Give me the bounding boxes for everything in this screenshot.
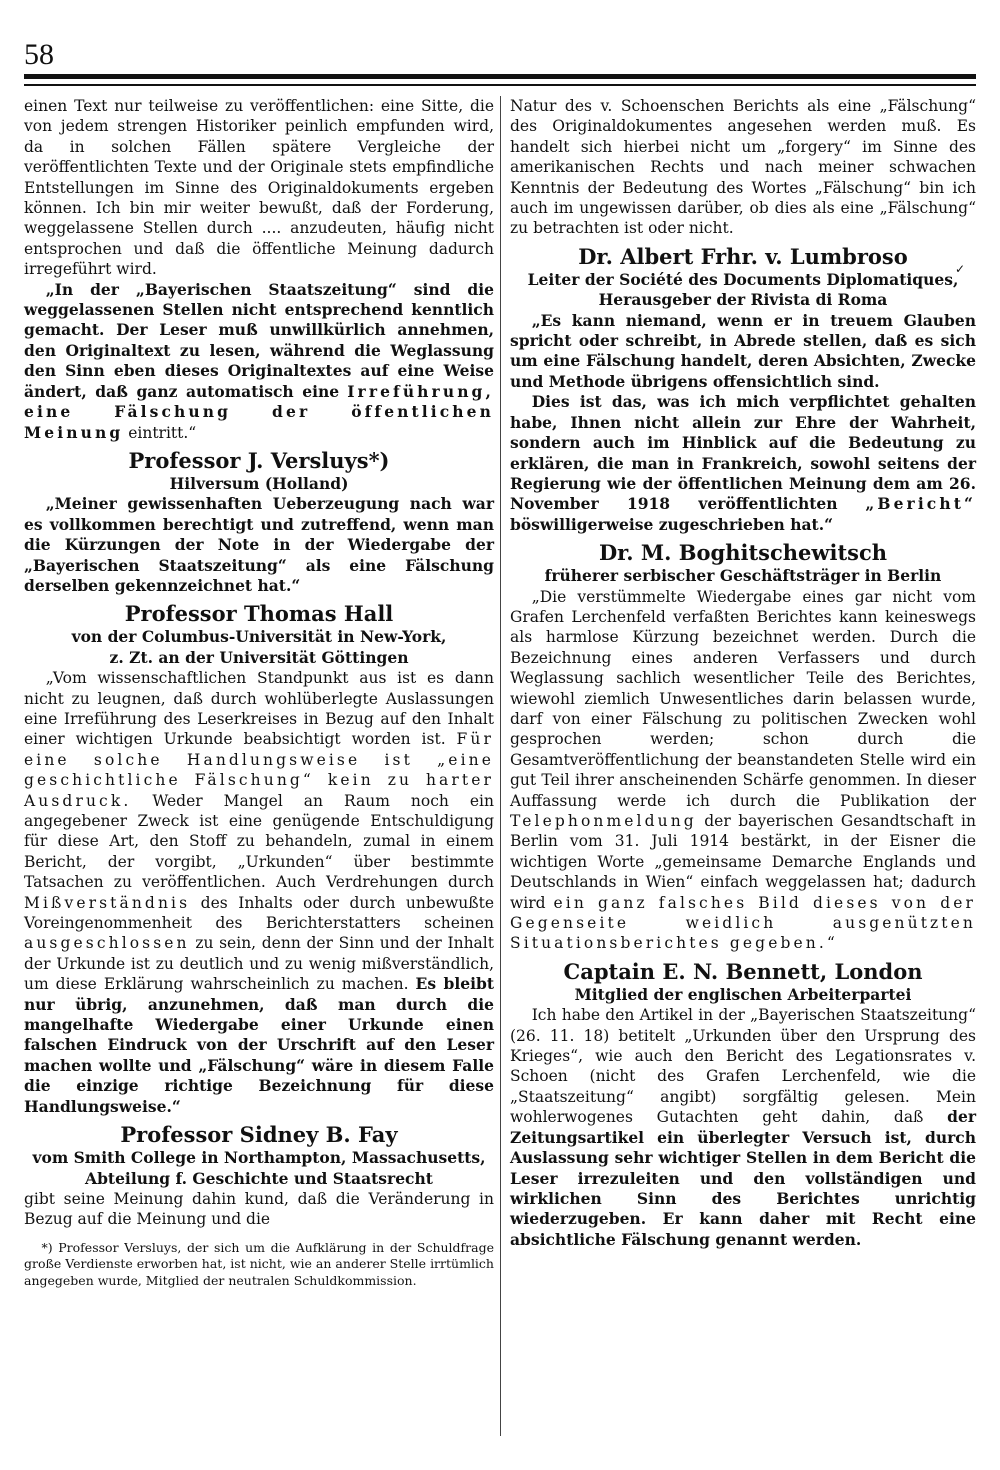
header-rule-thin xyxy=(24,84,976,86)
header-rule-thick xyxy=(24,74,976,79)
stray-mark: ✓ xyxy=(955,262,966,276)
spaced-emphasis: Mißverständnis xyxy=(24,893,191,912)
section-subheading: vom Smith College in Northampton, Massachusetts, Abteilung f. Geschichte und Staatsrecht xyxy=(32,1148,486,1188)
paragraph: einen Text nur teilweise zu veröffentlichen: eine Sitte, die von jedem strengen Historiker peinlich empfunden wird, da in solchen Fällen spätere Vergleiche der veröffentlichten Texte und der Originale stets empfindliche Entstellungen im Sinne des Originaldokuments ergeben können. Ich bin mir weiter bewußt, daß der Forderung, weggelassene Stellen durch .... anzudeuten, häufig nicht entsprochen und daß die öffentliche Meinung dadurch irregeführt wird. xyxy=(24,97,494,279)
column-divider xyxy=(500,96,501,1436)
quote-paragraph xyxy=(24,280,494,443)
quote-paragraph: „Meiner gewissenhaften Ueberzeugung nach war es vollkommen berechtigt und zutreffend, wenn man die Kürzungen der Note in der Wiedergabe der „Bayerischen Staatszeitung“ als eine Fälschung derselben gekennzeichnet hat.“ xyxy=(24,494,494,595)
quote-bold-text: „In der „Bayerischen Staatszeitung“ sind die weggelassenen Stellen nicht entsprechend kenntlich gemacht. Der Leser muß unwillkürlich annehmen, den Originaltext zu lesen, während die Weglassung den Sinn eben dieses Originaltextes auf eine Weise ändert, daß ganz automatisch eine xyxy=(24,279,494,401)
spaced-emphasis: „Bericht“ xyxy=(865,494,976,514)
section-subheading: Hilversum (Holland) xyxy=(169,473,349,493)
spaced-emphasis: Irreführung, eine Fälschung der öffentlichen Meinung xyxy=(24,381,494,442)
paragraph: Natur des v. Schoenschen Berichts als eine „Fälschung“ des Originaldokumentes angesehen werden muß. Es handelt sich hierbei nicht um „forgery“ im Sinne des amerikanischen Rechts und nach meiner schwachen Kenntnis der Bedeutung des Wortes „Fälschung“ bin ich auch im ungewissen darüber, ob dies als eine „Fälschung“ zu betrachten ist oder nicht. xyxy=(510,97,976,238)
section-heading: Captain E. N. Bennett, London xyxy=(563,958,923,984)
section-subheading: Leiter der Société des Documents Diplomatiques, Herausgeber der Rivista di Roma xyxy=(527,269,959,310)
quote-text: der bayerischen Gesandtschaft in Berlin vom 31. Juli 1914 bestärkt, in der Eisner die wichtigen Worte „gemeinsame Demarche Englands und Deutschlands in Wien“ einfach weggelassen hat; dadurch wird xyxy=(510,812,976,912)
page-number: 58 xyxy=(24,38,54,71)
quote-text: zu sein, denn der Sinn und der Inhalt der Urkunde ist zu deutlich und zu wenig mißverständlich, um diese Erklärung wahrscheinlich zu machen. xyxy=(24,934,494,994)
paragraph-text: Ich habe den Artikel in der „Bayerischen Staatszeitung“ (26. 11. 18) betitelt „Urkunden über den Ursprung des Krieges“, wie auch den Bericht des Legationsrates v. Schoen (nicht des Grafen Lerchenfeld, wie die „Staatszeitung“ angibt) sorgfältig gelesen. Mein wohlerwogenes Gutachten geht dahin, daß xyxy=(510,1006,976,1127)
quote-end: “ xyxy=(826,934,835,953)
section-heading: Dr. Albert Frhr. v. Lumbroso xyxy=(578,243,908,269)
quote-paragraph: „Es kann niemand, wenn er in treuem Glauben spricht oder schreibt, in Abrede stellen, daß es sich um eine Fälschung handelt, deren Absichten, Zwecke und Methode übrigens offensichtlich sind. xyxy=(510,310,976,391)
quote-text: Weder Mangel an Raum noch ein angegebener Zweck ist eine genügende Entschuldigung für diese Art, den Stoff zu behandeln, zumal in einem Bericht, der vorgibt, „Urkunden“ über bestimmte Tatsachen zu veröffentlichen. Auch Verdrehungen durch xyxy=(24,791,494,892)
section-heading: Professor J. Versluys*) xyxy=(128,447,390,473)
quote-bold-text: böswilligerweise zugeschrieben hat.“ xyxy=(510,514,834,534)
section-subheading: von der Columbus-Universität in New-York, xyxy=(71,627,447,647)
quote-paragraph xyxy=(510,587,976,954)
quote-bold-text: Es bleibt nur übrig, anzunehmen, daß man durch die mangelhafte Wiedergabe einer Urkunde einen falschen Eindruck von der Urschrift auf den Leser machen wollte und „Fälschung“ wäre in diesem Falle die einzige richtige Bezeichnung für diese Handlungsweise.“ xyxy=(24,974,494,1116)
spaced-emphasis: ein ganz falsches Bild dieses von der Gegenseite weidlich ausgenützten Situationsberichtes gegeben. xyxy=(510,893,976,953)
paragraph: gibt seine Meinung dahin kund, daß die Veränderung in Bezug auf die Meinung und die xyxy=(24,1189,494,1229)
left-column xyxy=(24,96,494,1289)
spaced-emphasis: ausgeschlossen xyxy=(24,934,190,953)
section-heading: Professor Thomas Hall xyxy=(124,601,394,627)
quote-paragraph xyxy=(24,668,494,1117)
spaced-emphasis: Für eine solche Handlungsweise ist „eine geschichtliche Fälschung“ kein zu harter Ausdruck. xyxy=(24,730,494,810)
quote-paragraph xyxy=(510,392,976,535)
spaced-emphasis: Telephonmeldung xyxy=(510,812,697,830)
section-heading: Professor Sidney B. Fay xyxy=(120,1122,398,1148)
footnote: *) Professor Versluys, der sich um die Aufklärung in der Schuldfrage große Verdienste erworben hat, ist nicht, wie an anderer Stelle irrtümlich angegeben wurde, Mitglied der neutralen Schuldkommission. xyxy=(24,1239,494,1288)
right-column xyxy=(510,96,976,1250)
paragraph xyxy=(510,1005,976,1250)
section-subheading: früherer serbischer Geschäftsträger in Berlin xyxy=(544,566,942,586)
section-heading: Dr. M. Boghitschewitsch xyxy=(598,540,888,566)
quote-text: „Die verstümmelte Wiedergabe eines gar nicht vom Grafen Lerchenfeld verfaßten Berichtes kann keineswegs als harmlose Kürzung bezeichnet werden. Durch die Bezeichnung eines anderen Verfassers und durch Weglassung sachlich wesentlicher Teile des Berichtes, wiewohl ziemlich Unwesentliches darin belassen wurde, darf von einer Fälschung zu politischen Zwecken wohl gesprochen werden; schon durch die Gesamtveröffentlichung der beanstandeten Stelle wird ein gut Teil ihrer anscheinenden Schärfe genommen. In dieser Auffassung werde ich durch die Publikation der xyxy=(510,587,976,810)
quote-end: eintritt.“ xyxy=(128,423,197,442)
bold-text: der Zeitungsartikel ein überlegter Versuch ist, durch Auslassung sehr wichtiger Stellen in dem Bericht die Leser irrezuleiten und den vollständigen und wirklichen Sinn des Berichtes unrichtig wiederzugeben. Er kann daher mit Recht eine absichtliche Fälschung genannt werden. xyxy=(510,1107,976,1249)
quote-bold-text: Dies ist das, was ich mich verpflichtet gehalten habe, Ihnen nicht allein zur Ehre der Wahrheit, sondern auch im Hinblick auf die Bedeutung zu erklären, die man in Frankreich, sowohl seitens der Regierung wie der öffentlichen Meinung dem am 26. November 1918 veröffentlichten xyxy=(510,392,976,514)
section-subheading: z. Zt. an der Universität Göttingen xyxy=(109,647,409,667)
quote-text: „Vom wissenschaftlichen Standpunkt aus ist es dann nicht zu leugnen, daß durch wohlüberlegte Auslassungen eine Irreführung des Leserkreises in Bezug auf den Inhalt einer wichtigen Urkunde beabsichtigt worden ist. xyxy=(24,669,494,749)
section-subheading: Mitglied der englischen Arbeiterpartei xyxy=(574,984,912,1004)
quote-text: des Inhalts oder durch unbewußte Voreingenommenheit des Berichterstatters scheinen xyxy=(24,893,494,933)
